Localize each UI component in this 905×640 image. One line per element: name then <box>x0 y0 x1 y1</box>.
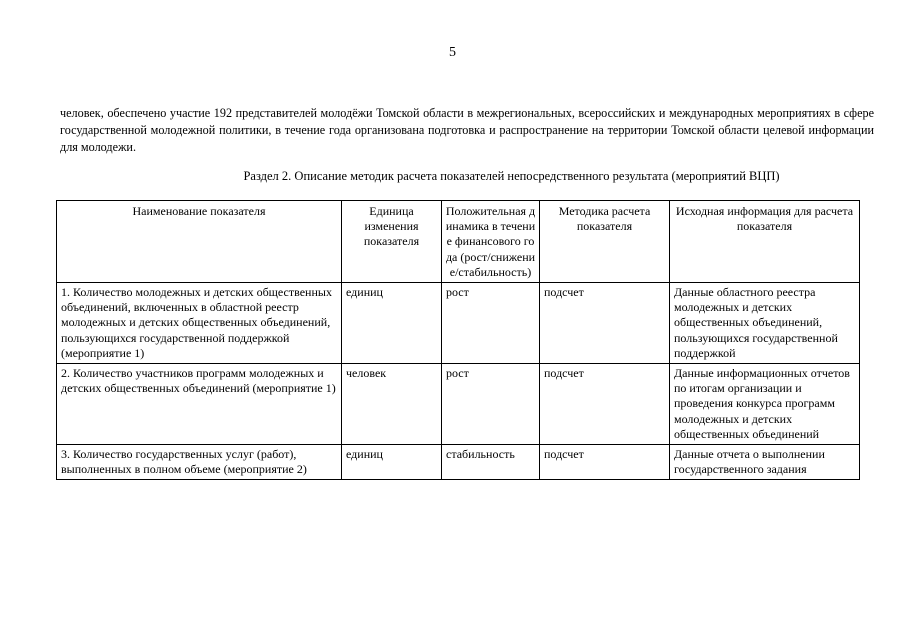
cell-method: подсчет <box>540 445 670 480</box>
table-row <box>57 445 860 480</box>
header-method: Методика расчета показателя <box>540 201 670 283</box>
indicators-table <box>56 200 860 480</box>
cell-dynamics: рост <box>442 283 540 364</box>
cell-dynamics: стабильность <box>442 445 540 480</box>
header-source: Исходная информация для расчета показателя <box>670 201 860 283</box>
header-dynamics: Положительная динамика в течение финансового года (рост/снижение/стабильность) <box>442 201 540 283</box>
section-title: Раздел 2. Описание методик расчета показателей непосредственного результата (мероприятий ВЦП) <box>243 169 780 183</box>
cell-unit: человек <box>342 364 442 445</box>
header-indicator-name: Наименование показателя <box>57 201 342 283</box>
table-body <box>57 283 860 480</box>
cell-source: Данные информационных отчетов по итогам организации и проведения конкурса программ молодежных и детских общественных объединений <box>670 364 860 445</box>
cell-method: подсчет <box>540 364 670 445</box>
intro-paragraph: человек, обеспечено участие 192 представителей молодёжи Томской области в межрегиональных, всероссийских и международных мероприятиях в сфере государственной молодежной политики, в течение года организована подготовка и распространение на территории Томской области целевой информации для молодежи. <box>60 106 874 154</box>
table-row <box>57 364 860 445</box>
page-number: 5 <box>449 45 456 60</box>
cell-unit: единиц <box>342 445 442 480</box>
header-unit: Единица изменения показателя <box>342 201 442 283</box>
cell-dynamics: рост <box>442 364 540 445</box>
table-row <box>57 283 860 364</box>
cell-indicator-name: 3. Количество государственных услуг (работ), выполненных в полном объеме (мероприятие 2) <box>57 445 342 480</box>
cell-source: Данные областного реестра молодежных и детских общественных объединений, пользующихся государственной поддержкой <box>670 283 860 364</box>
table-header <box>57 201 860 283</box>
cell-indicator-name: 2. Количество участников программ молодежных и детских общественных объединений (мероприятие 1) <box>57 364 342 445</box>
cell-unit: единиц <box>342 283 442 364</box>
cell-indicator-name: 1. Количество молодежных и детских общественных объединений, включенных в областной реестр молодежных и детских общественных объединений, пользующихся государственной поддержкой (мероприятие 1) <box>57 283 342 364</box>
cell-method: подсчет <box>540 283 670 364</box>
cell-source: Данные отчета о выполнении государственного задания <box>670 445 860 480</box>
header-row <box>57 201 860 283</box>
